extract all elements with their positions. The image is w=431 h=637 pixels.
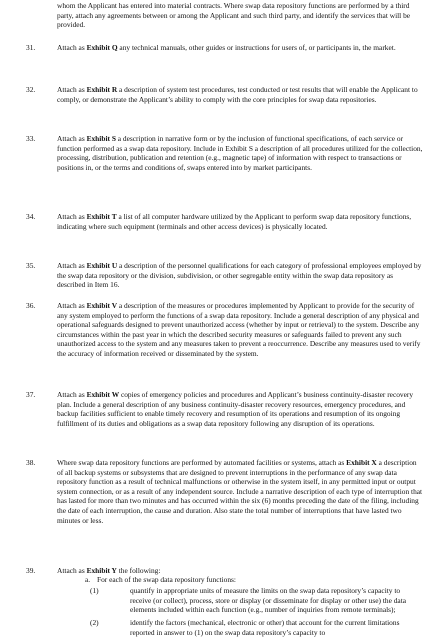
sub-sub-item-text: quantify in appropriate units of measure the limits on the swap data repository’s capacity to receive (or collect), process, store or display (or disseminate for display or other use) the data elements included within each function (e.g., number of inquiries from remote terminals); [130,586,407,615]
item-number: 39. [26,566,36,575]
sub-sub-item-number: (1) [90,586,99,595]
sub-sub-item-text: identify the factors (mechanical, electronic or other) that account for the current limitations reported in answer to (1) on the swap data repository’s capacity to [130,618,400,637]
item-number: 33. [26,134,36,143]
item-number: 35. [26,261,36,270]
continuation-paragraph: whom the Applicant has entered into material contracts. Where swap data repository functions are performed by a third party, attach any agreements between or among the Applicant and such third party, and identify the services that will be provided. [57,1,411,30]
sub-sub-item-number: (2) [90,618,99,627]
sub-item-label: a. [85,575,91,584]
item-38-text: Where swap data repository functions are performed by automated facilities or systems, attach as Exhibit X a description of all backup systems or subsystems that are designed to prevent interruptions in the performance of any swap data repository function as a result of technical malfunctions or otherwise in the system itself, in any permitted input or output system connection, or as a result of any independent source. Include a narrative description of each type of interruption that has lasted for more than two minutes and has occurred within the six (6) months preceding the date of the filing, including the date of each interruption, the cause and duration. Also state the total number of interruptions that have lasted two minutes or less. [57,458,423,525]
item-35-text: Attach as Exhibit U a description of the personnel qualifications for each category of professional employees employed by the swap data repository or the division, subdivision, or other segregable entity within the swap data repository as described in Item 16. [57,261,422,290]
item-number: 37. [26,390,36,399]
item-37-text: Attach as Exhibit W copies of emergency policies and procedures and Applicant’s business continuity-disaster recovery plan. Include a general description of any business continuity-disaster recovery resources, emergency procedures, and backup facilities sufficient to enable timely recovery and resumption of its operations and resumption of its ongoing fulfillment of its duties and obligations as a swap data repository following any disruption of its operations. [57,390,414,428]
item-number: 32. [26,85,36,94]
item-number: 31. [26,43,36,52]
item-31-text: Attach as Exhibit Q any technical manuals, other guides or instructions for users of, or participants in, the market. [57,43,396,52]
item-36-text: Attach as Exhibit V a description of the measures or procedures implemented by Applicant to provide for the security of any system employed to perform the functions of a swap data repository. Include a general description of any physical and operational safeguards designed to prevent unauthorized access (whether by input or retrieval) to the system. Describe any circumstances within the past year in which the described security measures or safeguards failed to prevent any such unauthorized access to the system and any measures taken to prevent a reoccurrence. Describe any measures used to verify the accuracy of information received or disseminated by the system. [57,301,421,358]
item-33-text: Attach as Exhibit S a description in narrative form or by the inclusion of functional specifications, of each service or function performed as a swap data repository. Include in Exhibit S a description of all procedures utilized for the collection, processing, distribution, publication and retention (e.g., magnetic tape) of information with respect to transactions or positions in, or the terms and conditions of, swaps entered into by market participants. [57,134,423,172]
item-34-text: Attach as Exhibit T a list of all computer hardware utilized by the Applicant to perform swap data repository functions, indicating where such equipment (terminals and other access devices) is physically located. [57,212,412,231]
item-number: 38. [26,458,36,467]
sub-item-text: For each of the swap data repository functions: [97,575,236,584]
item-number: 34. [26,212,36,221]
item-number: 36. [26,301,36,310]
item-39-text: Attach as Exhibit Y the following: [57,566,161,575]
item-32-text: Attach as Exhibit R a description of system test procedures, test conducted or test results that will enable the Applicant to comply, or demonstrate the Applicant’s ability to comply with the core principles for swap data repositories. [57,85,418,104]
